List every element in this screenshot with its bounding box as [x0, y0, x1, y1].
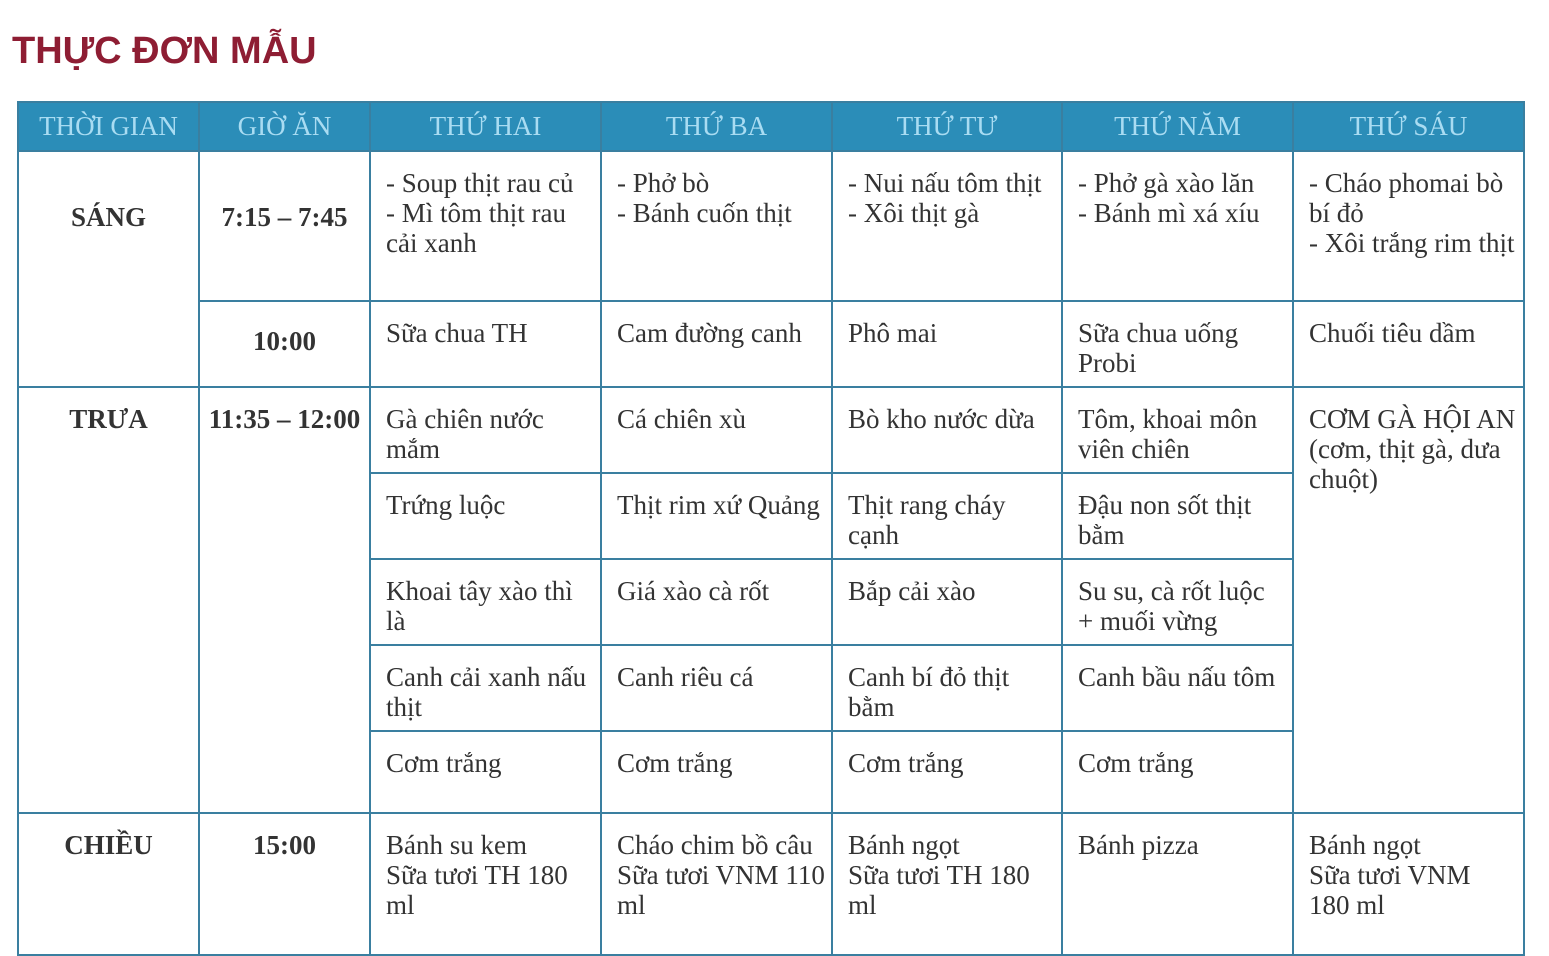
cell-lunch-4-monday: Canh cải xanh nấu thịt	[370, 645, 601, 731]
table-row	[18, 387, 1524, 473]
cell-lunch-5-wednesday: Cơm trắng	[832, 731, 1062, 813]
time-lunch: 11:35 – 12:00	[199, 387, 370, 813]
cell-breakfast-monday: - Soup thịt rau củ - Mì tôm thịt rau cải xanh	[370, 151, 601, 301]
header-time-period: THỜI GIAN	[18, 102, 199, 151]
cell-lunch-3-thursday: Su su, cà rốt luộc + muối vừng	[1062, 559, 1293, 645]
cell-breakfast-friday: - Cháo phomai bò bí đỏ - Xôi trắng rim thịt	[1293, 151, 1524, 301]
cell-lunch-1-thursday: Tôm, khoai môn viên chiên	[1062, 387, 1293, 473]
cell-lunch-2-tuesday: Thịt rim xứ Quảng	[601, 473, 832, 559]
period-noon: TRƯA	[18, 387, 199, 813]
header-wednesday: THỨ TƯ	[832, 102, 1062, 151]
header-thursday: THỨ NĂM	[1062, 102, 1293, 151]
period-afternoon: CHIỀU	[18, 813, 199, 955]
cell-lunch-5-thursday: Cơm trắng	[1062, 731, 1293, 813]
cell-breakfast-thursday: - Phở gà xào lăn - Bánh mì xá xíu	[1062, 151, 1293, 301]
header-meal-time: GIỜ ĂN	[199, 102, 370, 151]
cell-lunch-2-monday: Trứng luộc	[370, 473, 601, 559]
cell-afternoon-tuesday: Cháo chim bồ câu Sữa tươi VNM 110 ml	[601, 813, 832, 955]
cell-lunch-friday: CƠM GÀ HỘI AN (cơm, thịt gà, dưa chuột)	[1293, 387, 1524, 813]
cell-afternoon-thursday: Bánh pizza	[1062, 813, 1293, 955]
cell-breakfast-wednesday: - Nui nấu tôm thịt - Xôi thịt gà	[832, 151, 1062, 301]
header-friday: THỨ SÁU	[1293, 102, 1524, 151]
cell-lunch-1-wednesday: Bò kho nước dừa	[832, 387, 1062, 473]
cell-breakfast-tuesday: - Phở bò - Bánh cuốn thịt	[601, 151, 832, 301]
cell-lunch-4-wednesday: Canh bí đỏ thịt bằm	[832, 645, 1062, 731]
cell-snack-tuesday: Cam đường canh	[601, 301, 832, 387]
time-afternoon: 15:00	[199, 813, 370, 955]
cell-lunch-2-wednesday: Thịt rang cháy cạnh	[832, 473, 1062, 559]
cell-afternoon-friday: Bánh ngọt Sữa tươi VNM 180 ml	[1293, 813, 1524, 955]
header-monday: THỨ HAI	[370, 102, 601, 151]
time-snack: 10:00	[199, 301, 370, 387]
table-row	[18, 151, 1524, 301]
cell-lunch-5-monday: Cơm trắng	[370, 731, 601, 813]
cell-lunch-3-wednesday: Bắp cải xào	[832, 559, 1062, 645]
page-title: THỰC ĐƠN MẪU	[12, 30, 317, 72]
header-row	[18, 102, 1524, 151]
cell-snack-friday: Chuối tiêu dầm	[1293, 301, 1524, 387]
cell-lunch-2-thursday: Đậu non sốt thịt bằm	[1062, 473, 1293, 559]
cell-snack-monday: Sữa chua TH	[370, 301, 601, 387]
time-breakfast: 7:15 – 7:45	[199, 151, 370, 301]
cell-lunch-5-tuesday: Cơm trắng	[601, 731, 832, 813]
header-tuesday: THỨ BA	[601, 102, 832, 151]
cell-lunch-4-tuesday: Canh riêu cá	[601, 645, 832, 731]
cell-snack-thursday: Sữa chua uống Probi	[1062, 301, 1293, 387]
table-row	[18, 301, 1524, 387]
cell-afternoon-wednesday: Bánh ngọt Sữa tươi TH 180 ml	[832, 813, 1062, 955]
cell-lunch-1-monday: Gà chiên nước mắm	[370, 387, 601, 473]
cell-lunch-4-thursday: Canh bầu nấu tôm	[1062, 645, 1293, 731]
menu-table	[17, 101, 1525, 956]
cell-lunch-3-tuesday: Giá xào cà rốt	[601, 559, 832, 645]
cell-lunch-3-monday: Khoai tây xào thì là	[370, 559, 601, 645]
cell-snack-wednesday: Phô mai	[832, 301, 1062, 387]
table-row	[18, 813, 1524, 955]
cell-lunch-1-tuesday: Cá chiên xù	[601, 387, 832, 473]
period-morning: SÁNG	[18, 151, 199, 387]
cell-afternoon-monday: Bánh su kem Sữa tươi TH 180 ml	[370, 813, 601, 955]
